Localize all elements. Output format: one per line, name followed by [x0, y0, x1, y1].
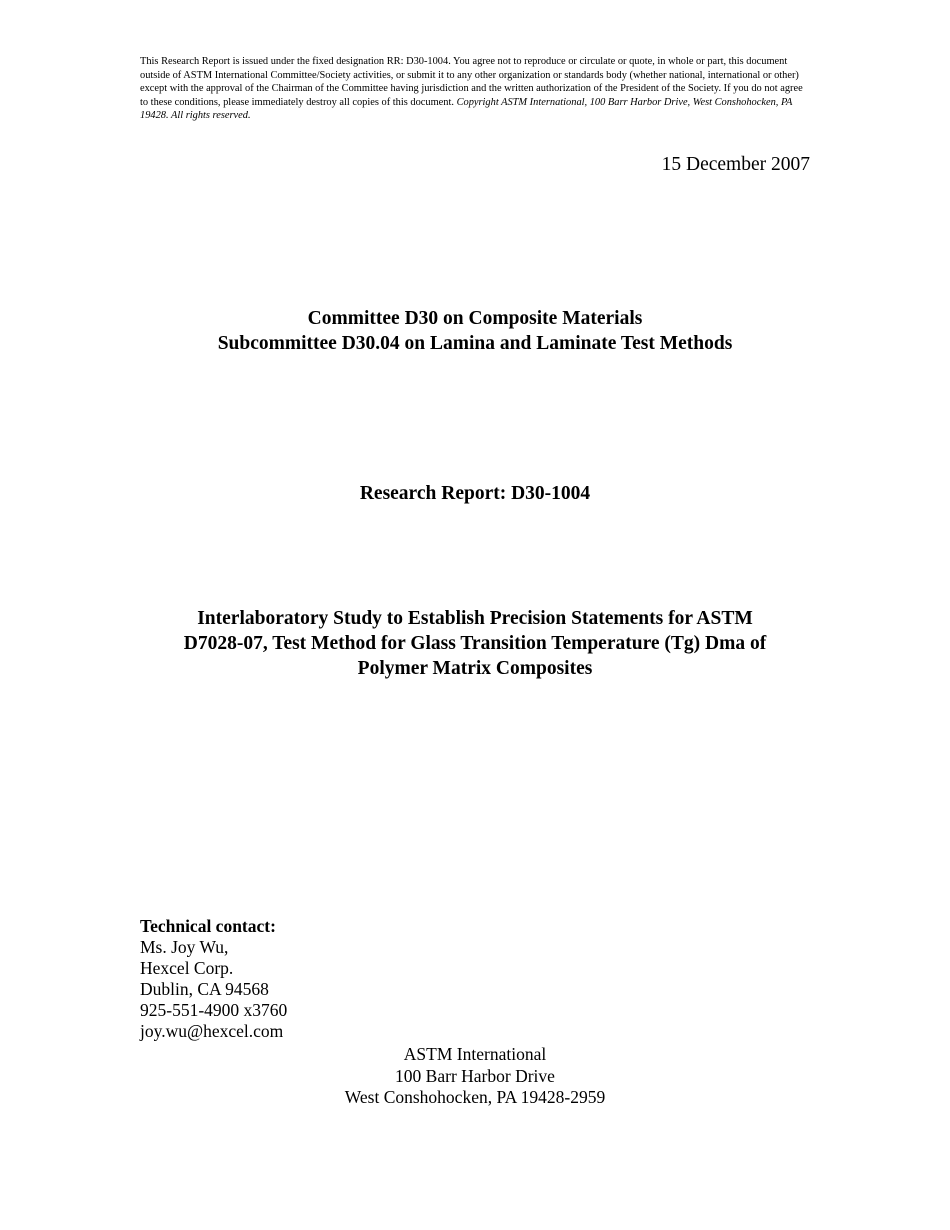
address-street: 100 Barr Harbor Drive [395, 1065, 555, 1086]
address-org: ASTM International [403, 1044, 547, 1064]
committee-line: Committee D30 on Composite Materials [307, 308, 643, 329]
report-id-heading [0, 481, 950, 506]
report-date: 15 December 2007 [661, 154, 810, 175]
study-title-line-2: D7028-07, Test Method for Glass Transition Temperature (Tg) Dma of [183, 633, 767, 654]
contact-city: Dublin, CA 94568 [140, 979, 269, 999]
report-id: Research Report: D30-1004 [359, 483, 591, 504]
astm-address [0, 1044, 950, 1109]
technical-contact [140, 916, 287, 1042]
contact-phone: 925-551-4900 x3760 [140, 1000, 288, 1020]
address-city: West Conshohocken, PA 19428-2959 [344, 1087, 606, 1107]
study-title [0, 606, 950, 681]
study-title-line-1: Interlaboratory Study to Establish Precision Statements for ASTM [197, 608, 753, 629]
contact-company: Hexcel Corp. [140, 958, 234, 978]
contact-heading: Technical contact: [140, 916, 276, 936]
contact-name: Ms. Joy Wu, [140, 937, 229, 957]
subcommittee-line: Subcommittee D30.04 on Lamina and Laminate Test Methods [217, 333, 733, 354]
usage-notice [140, 55, 812, 123]
copyright-text: Copyright ASTM International, 100 Barr Harbor Drive, West Conshohocken, PA 19428. All rights reserved. [140, 96, 793, 121]
contact-email: joy.wu@hexcel.com [140, 1021, 284, 1041]
usage-notice-text: This Research Report is issued under the fixed designation RR: D30-1004. You agree not to reproduce or circulate or quote, in whole or part, this document outside of ASTM International Committee/Society activities, or submit it to any other organization or standards body (whether national, international or other) except with the approval of the Chairman of the Committee having jurisdiction and the written authorization of the President of the Society. If you do not agree to these conditions, please immediately destroy all copies of this document. [140, 56, 803, 108]
study-title-line-3: Polymer Matrix Composites [357, 658, 593, 679]
committee-heading [0, 306, 950, 356]
